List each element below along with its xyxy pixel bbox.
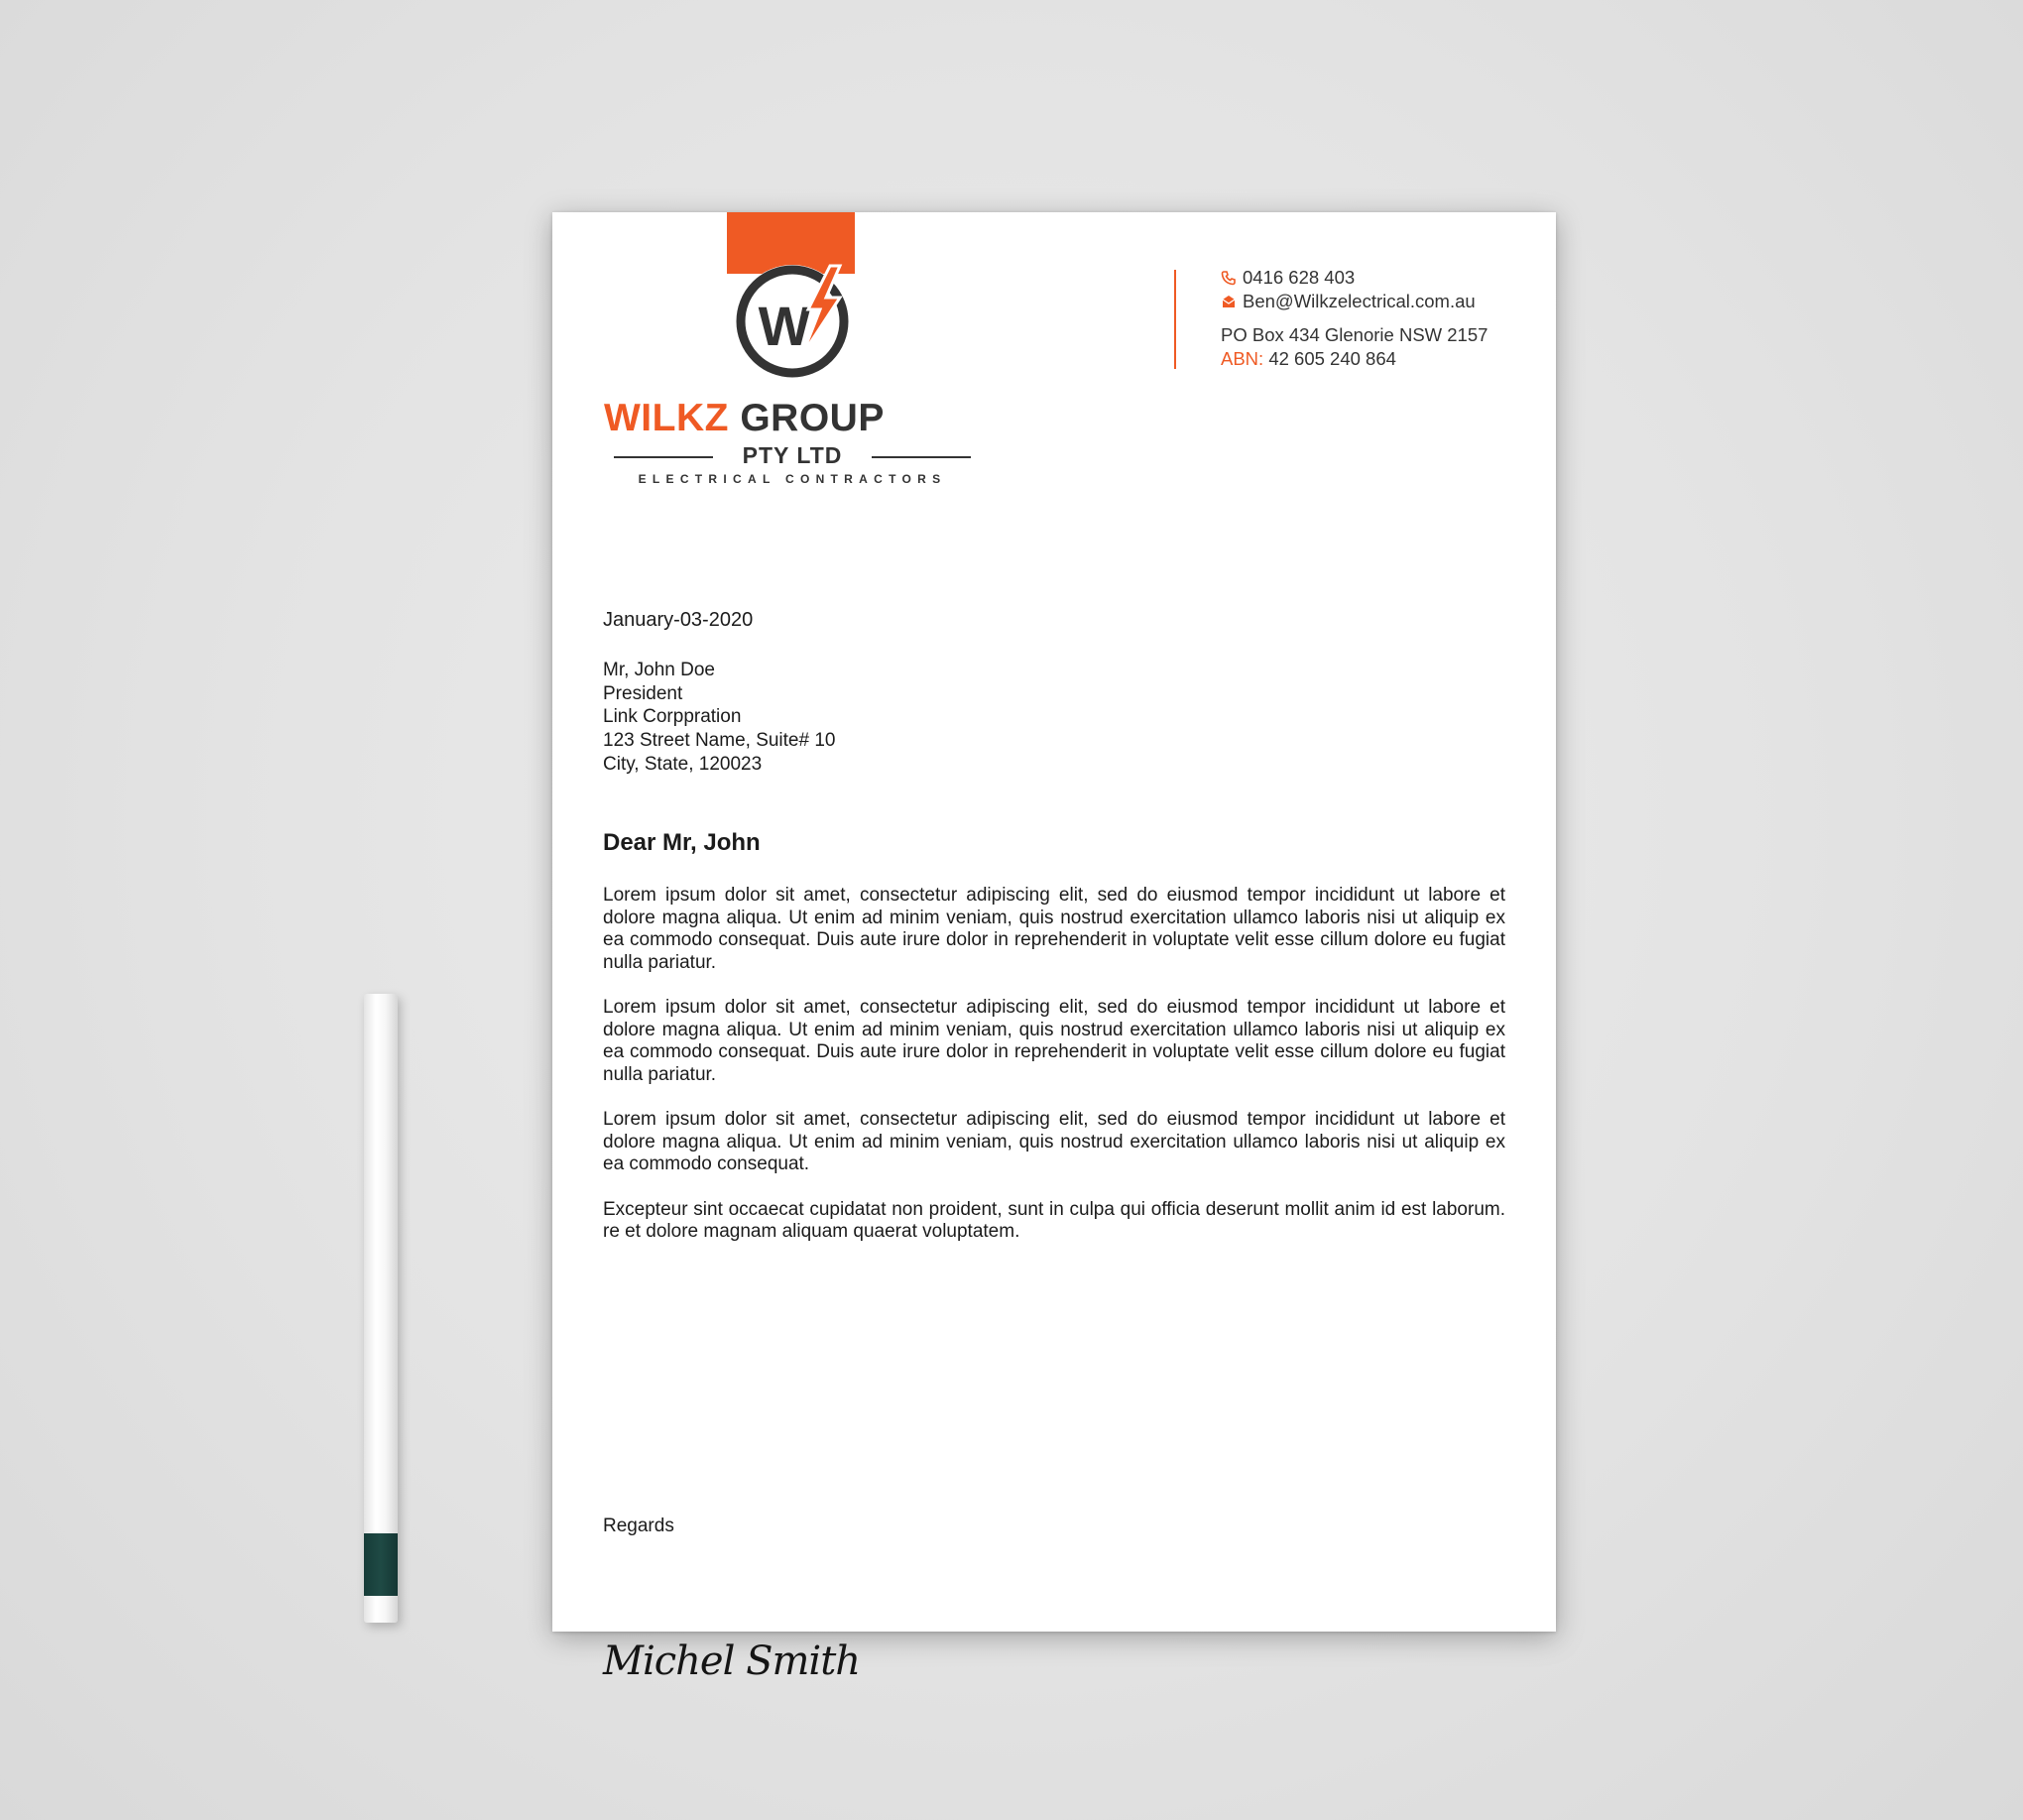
contact-divider (1174, 270, 1176, 369)
letterhead-paper (552, 212, 1556, 1684)
contact-email[interactable]: Ben@Wilkzelectrical.com.au (1243, 291, 1476, 311)
paragraph: Excepteur sint occaecat cupidatat non proident, sunt in culpa qui officia deserunt mollit anim id est laborum. re et dolore magnam aliquam quaerat voluptatem. (603, 1198, 1505, 1242)
letter-paragraphs (603, 885, 1505, 1267)
salutation: Dear Mr, John (603, 829, 761, 856)
paragraph: Lorem ipsum dolor sit amet, consectetur adipiscing elit, sed do eiusmod tempor incididunt ut labore et dolore magna aliqua. Ut enim ad minim veniam, quis nostrud exercitation ullamco laboris nisi ut aliquip ex ea commodo consequat. (603, 1109, 1505, 1174)
contact-phone[interactable]: 0416 628 403 (1243, 267, 1356, 288)
recipient-block (603, 659, 715, 706)
company-name: Link Corppration (603, 706, 742, 727)
brand-name-part2: GROUP (740, 397, 885, 439)
brand-tagline: ELECTRICAL CONTRACTORS (638, 472, 947, 486)
email-icon (1221, 294, 1237, 309)
recipient-name: Mr, John Doe (603, 660, 715, 680)
brand-subline (614, 442, 971, 472)
closing: Regards (603, 1516, 674, 1536)
recipient-title: President (603, 683, 683, 704)
phone-icon (1221, 270, 1237, 286)
svg-text:W: W (758, 295, 811, 357)
signature: Michel Smith (603, 1638, 861, 1684)
contact-email-row (1221, 290, 1488, 313)
brand-name-part1: WILKZ (604, 397, 729, 439)
contact-abn-row (1221, 347, 1488, 371)
contact-block (1221, 266, 1488, 371)
brand-name (604, 397, 981, 440)
divider (872, 456, 971, 458)
company-address-block (603, 705, 835, 777)
company-city: City, State, 120023 (603, 754, 763, 775)
contact-address: PO Box 434 Glenorie NSW 2157 (1221, 324, 1488, 345)
paragraph: Lorem ipsum dolor sit amet, consectetur adipiscing elit, sed do eiusmod tempor incididunt ut labore et dolore magna aliqua. Ut enim ad minim veniam, quis nostrud exercitation ullamco laboris nisi ut aliquip ex ea commodo consequat. Duis aute irure dolor in reprehenderit in voluptate velit esse cillum dolore eu fugiat nulla pariatur. (603, 997, 1505, 1085)
pen (364, 994, 398, 1623)
brand-sub: PTY LTD (742, 442, 843, 468)
logo-monogram-icon (723, 252, 862, 391)
pen-band (364, 1533, 398, 1596)
paragraph: Lorem ipsum dolor sit amet, consectetur adipiscing elit, sed do eiusmod tempor incididunt ut labore et dolore magna aliqua. Ut enim ad minim veniam, quis nostrud exercitation ullamco laboris nisi ut aliquip ex ea commodo consequat. Duis aute irure dolor in reprehenderit in voluptate velit esse cillum dolore eu fugiat nulla pariatur. (603, 885, 1505, 973)
contact-phone-row (1221, 266, 1488, 290)
abn-label: ABN: (1221, 348, 1264, 369)
letter-date: January-03-2020 (603, 609, 754, 631)
abn-value: 42 605 240 864 (1263, 348, 1396, 369)
company-street: 123 Street Name, Suite# 10 (603, 730, 836, 751)
